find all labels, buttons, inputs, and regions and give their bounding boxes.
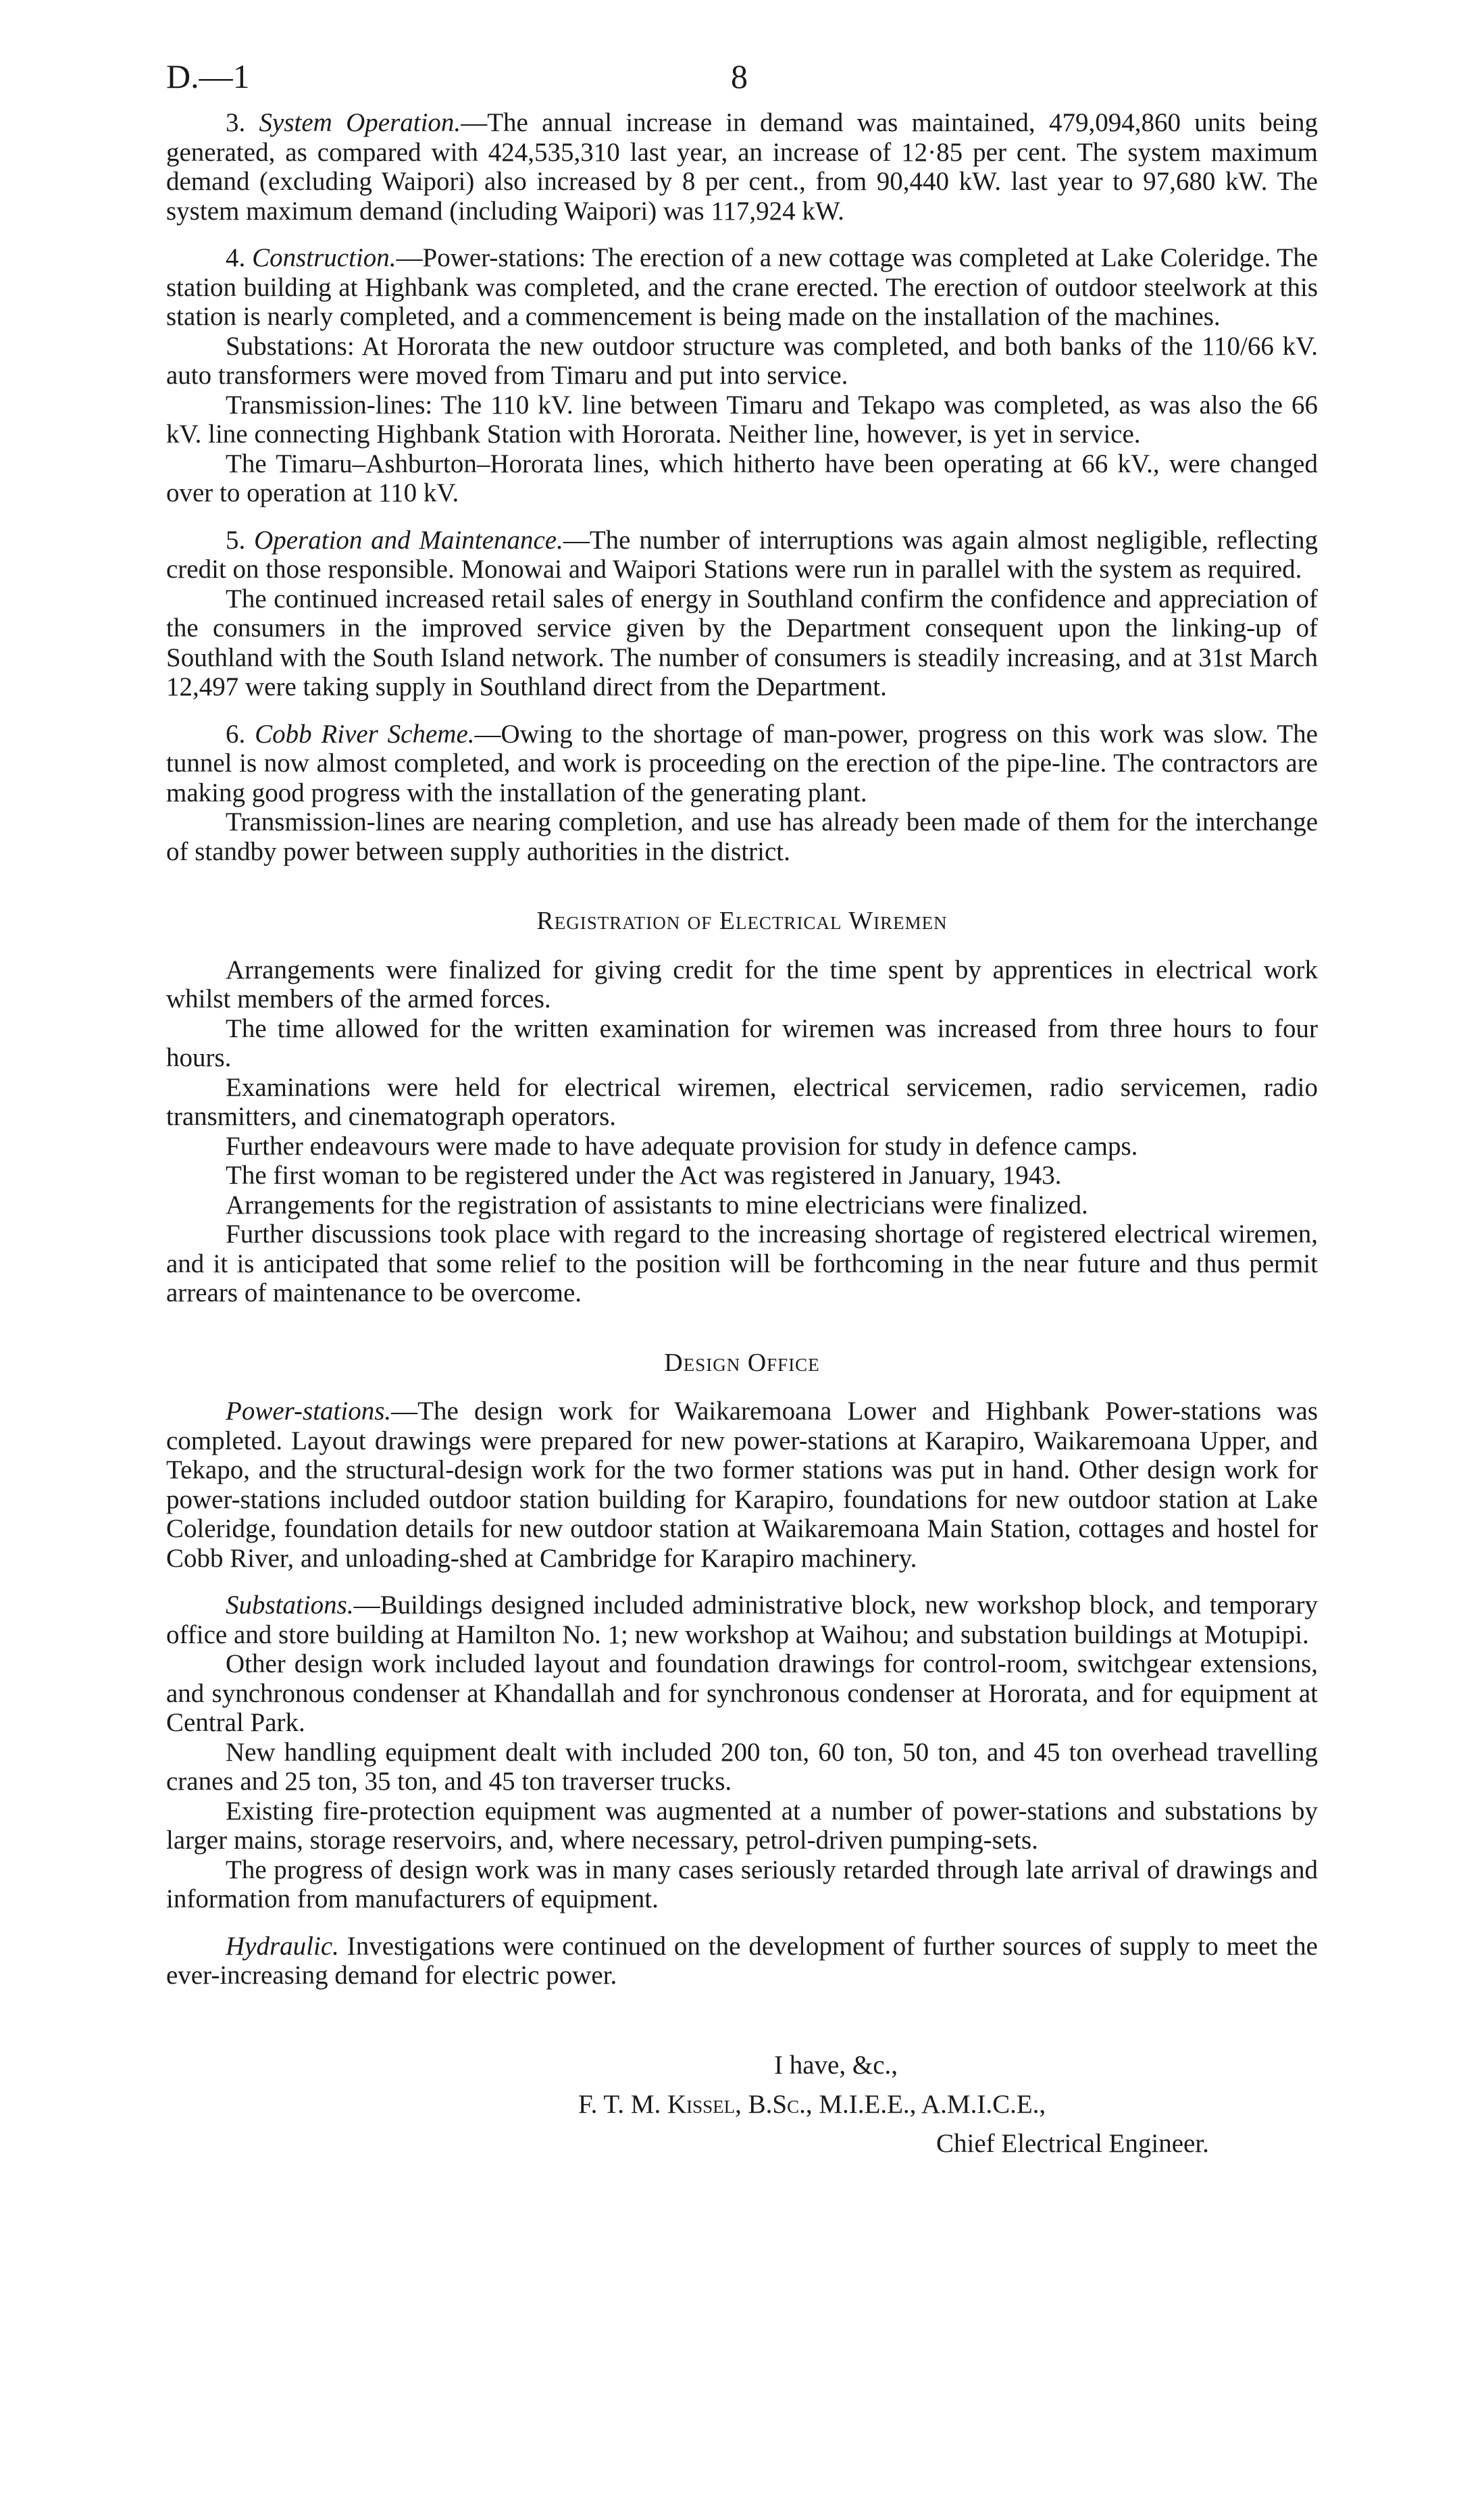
registration-paragraph: Examinations were held for electrical wiremen, electrical servicemen, radio servicemen, radio transmitters, and cinematograph operators.	[166, 1072, 1318, 1131]
registration-paragraph: The first woman to be registered under the Act was registered in January, 1943.	[226, 1161, 1062, 1190]
paragraph-cobb-river	[166, 720, 1318, 808]
paragraph-text: —Owing to the shortage of man-power, progress on this work was slow. The tunnel is now almost completed, and work is proceeding on the erection of the pipe-line. The contractors are making good progress with the installation of the generating plant.	[166, 719, 1318, 807]
paragraph-timaru-lines: The Timaru–Ashburton–Hororata lines, which hitherto have been operating at 66 kV., were changed over to operation at 110 kV.	[166, 449, 1318, 507]
design-paragraph: The progress of design work was in many cases seriously retarded through late arrival of drawings and information from manufacturers of equipment.	[166, 1855, 1318, 1913]
document-reference: D.—1	[166, 57, 250, 95]
registration-paragraph: Further discussions took place with regard to the increasing shortage of registered electrical wiremen, and it is anticipated that some relief to the position will be forthcoming in the near future and thus permit arrears of maintenance to be overcome.	[166, 1220, 1318, 1307]
paragraph-title: Operation and Maintenance.	[254, 525, 563, 555]
paragraph-number: 3.	[226, 108, 246, 137]
signatory-name: F. T. M. Kissel, B.Sc., M.I.E.E., A.M.I.C.E.,	[578, 2089, 1046, 2119]
paragraph-number: 6.	[226, 719, 246, 749]
paragraph-text: Investigations were continued on the development of further sources of supply to meet the ever-increasing demand for electric power.	[166, 1931, 1318, 1990]
section-heading-registration: Registration of Electrical Wiremen	[536, 907, 948, 935]
paragraph-number: 4.	[226, 243, 246, 272]
design-paragraph-substations	[166, 1590, 1318, 1649]
registration-paragraph: Arrangements for the registration of assistants to mine electricians were finalized.	[226, 1190, 1088, 1220]
signatory-title: Chief Electrical Engineer.	[936, 2128, 1209, 2158]
paragraph-transmission-lines: Transmission-lines: The 110 kV. line between Timaru and Tekapo was completed, as was also the 66 kV. line connecting Highbank Station with Hororata. Neither line, however, is yet in service.	[166, 390, 1318, 449]
design-paragraph: Existing fire-protection equipment was augmented at a number of power-stations and substations by larger mains, storage reservoirs, and, where necessary, petrol-driven pumping-sets.	[166, 1796, 1318, 1855]
paragraph-title: Cobb River Scheme.	[255, 719, 475, 749]
paragraph-construction	[166, 243, 1318, 332]
paragraph-title: Substations.	[226, 1590, 354, 1620]
registration-paragraph: Further endeavours were made to have adequate provision for study in defence camps.	[226, 1131, 1138, 1161]
design-paragraph-hydraulic	[166, 1932, 1318, 1990]
registration-paragraph: Arrangements were finalized for giving credit for the time spent by apprentices in electrical work whilst members of the armed forces.	[166, 955, 1318, 1013]
paragraph-title: System Operation.	[259, 108, 461, 137]
body-text	[166, 108, 1318, 2163]
paragraph-text: —The annual increase in demand was maintained, 479,094,860 units being generated, as compared with 424,535,310 last year, an increase of 12·85 per cent. The system maximum demand (excluding Waipori) also increased by 8 per cent., from 90,440 kW. last year to 97,680 kW. The system maximum demand (including Waipori) was 117,924 kW.	[166, 108, 1318, 226]
design-paragraph: Other design work included layout and foundation drawings for control-room, switchgear extensions, and synchronous condenser at Khandallah and for synchronous condenser at Hororata, and for equipment at Central Park.	[166, 1649, 1318, 1737]
design-paragraph: New handling equipment dealt with included 200 ton, 60 ton, 50 ton, and 45 ton overhead travelling cranes and 25 ton, 35 ton, and 45 ton traverser trucks.	[166, 1737, 1318, 1796]
paragraph-text: —Buildings designed included administrative block, new workshop block, and temporary office and store building at Hamilton No. 1; new workshop at Waihou; and substation buildings at Motupipi.	[166, 1590, 1318, 1649]
paragraph-cobb-transmission: Transmission-lines are nearing completion, and use has already been made of them for the interchange of standby power between supply authorities in the district.	[166, 807, 1318, 866]
registration-paragraph: The time allowed for the written examination for wiremen was increased from three hours to four hours.	[166, 1013, 1318, 1072]
closing-line: I have, &c.,	[774, 2050, 898, 2080]
paragraph-number: 5.	[226, 525, 246, 555]
paragraph-substations: Substations: At Hororata the new outdoor structure was completed, and both banks of the 110/66 kV. auto transformers were moved from Timaru and put into service.	[166, 331, 1318, 390]
paragraph-text: —The number of interruptions was again almost negligible, reflecting credit on those responsible. Monowai and Waipori Stations were run in parallel with the system as required.	[166, 525, 1319, 584]
paragraph-title: Construction.	[252, 243, 396, 272]
design-paragraph-power-stations	[166, 1397, 1318, 1573]
paragraph-text: —Power-stations: The erection of a new cottage was completed at Lake Coleridge. The station building at Highbank was completed, and the crane erected. The erection of outdoor steelwork at this station is nearly completed, and a commencement is being made on the installation of the machines.	[166, 243, 1318, 331]
paragraph-title: Power-stations.	[226, 1397, 392, 1426]
paragraph-operation-maintenance	[166, 526, 1318, 584]
signature-block	[166, 2046, 1318, 2163]
paragraph-text: —The design work for Waikaremoana Lower and Highbank Power-stations was completed. Layout drawings were prepared for new power-stations at Karapiro, Waikaremoana Upper, and Tekapo, and the structural-design work for the two former stations was put in hand. Other design work for power-stations included outdoor station building for Karapiro, foundations for new outdoor station at Lake Coleridge, foundation details for new outdoor station at Waikaremoana Main Station, cottages and hostel for Cobb River, and unloading-shed at Cambridge for Karapiro machinery.	[166, 1397, 1318, 1573]
page-number: 8	[731, 57, 748, 95]
paragraph-southland: The continued increased retail sales of energy in Southland confirm the confidence and appreciation of the consumers in the improved service given by the Department consequent upon the linking-up of Southland with the South Island network. The number of consumers is steadily increasing, and at 31st March 12,497 were taking supply in Southland direct from the Department.	[166, 584, 1318, 701]
paragraph-system-operation	[166, 108, 1318, 226]
section-heading-design-office: Design Office	[664, 1348, 820, 1377]
paragraph-title: Hydraulic.	[226, 1931, 339, 1961]
